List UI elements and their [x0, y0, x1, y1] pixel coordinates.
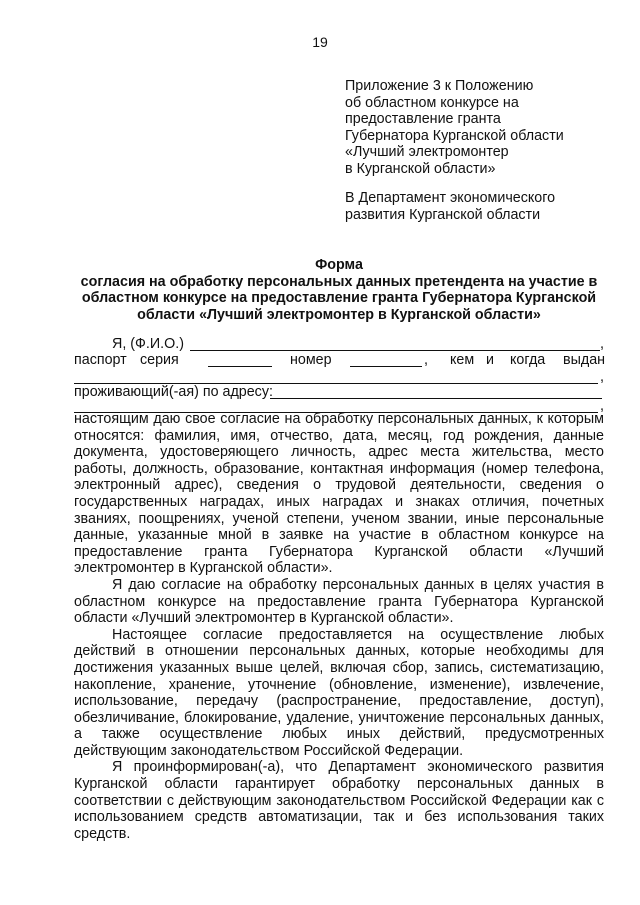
consent-paragraph-2: Я даю согласие на обработку персональных данных в целях участия в областном конкурсе на предоставление гранта Губернатора Курганской области «Лучший электромонтер в Курганской области».	[74, 576, 604, 627]
when-label: когда	[510, 352, 546, 368]
appendix-reference: Приложение 3 к Положению об областном конкурсе на предоставление гранта Губернатора Курганской области «Лучший электромонтер в Курганской области»	[345, 78, 564, 177]
fio-label: Я, (Ф.И.О.)	[112, 336, 184, 352]
fio-line	[74, 336, 604, 353]
passport-label: паспорт	[74, 352, 127, 368]
and-label: и	[486, 352, 494, 368]
number-label: номер	[290, 352, 332, 368]
number-comma: ,	[424, 352, 428, 368]
addressee: В Департамент экономического развития Курганской области	[345, 190, 556, 223]
passport-line	[74, 352, 604, 369]
consent-paragraph-1: настоящим даю свое согласие на обработку персональных данных, к которым относятся: фамилия, имя, отчество, дата, месяц, год рождения, данные документа, удостоверяющего личность, адрес места жительства, место работы, должность, образование, контактная информация (номер телефона, электронный адрес), сведения о трудовой деятельности, сведения о государственных наградах, иных наградах и знаках отличия, почетных званиях, поощрениях, ученой степени, ученом звании, иные персональные данные, указанные мной в заявке на участие в областном конкурсе на предоставление гранта Губернатора Курганской области «Лучший электромонтер в Курганской области».	[74, 411, 604, 577]
who-label: кем	[450, 352, 475, 368]
issuer-comma: ,	[600, 369, 604, 385]
address-comma: ,	[600, 398, 604, 414]
consent-body	[74, 411, 604, 842]
fio-comma: ,	[600, 336, 604, 352]
issued-label: выдан	[563, 352, 606, 368]
fio-field[interactable]	[190, 350, 600, 351]
form-heading	[74, 257, 604, 323]
page-number: 19	[312, 34, 328, 50]
series-label: серия	[140, 352, 179, 368]
consent-paragraph-3: Настоящее согласие предоставляется на осуществление любых действий в отношении персональных данных, которые необходимы для достижения указанных выше целей, включая сбор, запись, систематизацию, накопление, хранение, уточнение (обновление, изменение), извлечение, использование, передачу (распространение, предоставление, доступ), обезличивание, блокирование, удаление, уничтожение персональных данных, а также осуществление любых иных действий, предусмотренных действующим законодательством Российской Федерации.	[74, 626, 604, 759]
consent-paragraph-4: Я проинформирован(-а), что Департамент экономического развития Курганской области гарантирует обработку персональных данных в соответствии с действующим законодательством Российской Федерации как с использованием средств автоматизации, так и без использования таких средств.	[74, 759, 604, 842]
series-field[interactable]	[208, 366, 272, 367]
address-label: проживающий(-ая) по адресу:	[74, 384, 273, 400]
form-subtitle: согласия на обработку персональных данных претендента на участие в областном конкурсе на предоставление гранта Губернатора Курганской области «Лучший электромонтер в Курганской области»	[80, 273, 598, 323]
number-field[interactable]	[350, 366, 422, 367]
form-title: Форма	[315, 257, 363, 273]
